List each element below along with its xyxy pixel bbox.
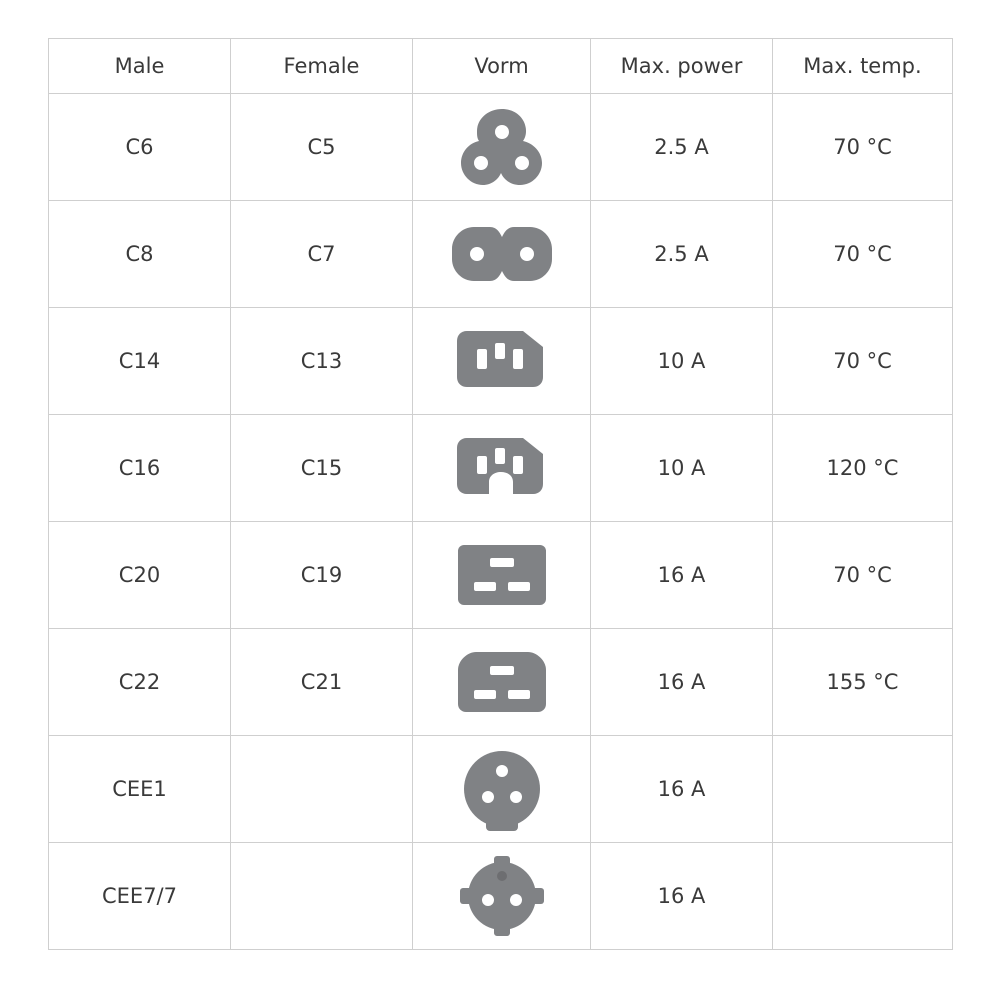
table-row [49,629,953,736]
cell-female [231,843,413,950]
cell-male: C14 [49,308,231,415]
cell-max-power: 16 A [591,843,773,950]
cell-shape [413,736,591,843]
cell-max-power: 2.5 A [591,94,773,201]
c7-figure-eight-icon [444,221,560,287]
c13-three-pin-hex-icon [447,325,557,397]
cell-max-temp: 120 °C [773,415,953,522]
c15-three-pin-notched-icon [447,432,557,504]
table-row [49,522,953,629]
table-header [49,39,953,94]
cell-max-temp: 155 °C [773,629,953,736]
table-row [49,201,953,308]
table-row [49,843,953,950]
cell-max-power: 16 A [591,629,773,736]
connector-spec-table [48,38,953,950]
cell-max-temp: 70 °C [773,201,953,308]
table-header-row [49,39,953,94]
table-body [49,94,953,950]
cell-male: CEE7/7 [49,843,231,950]
cell-male: C22 [49,629,231,736]
column-header-max-power: Max. power [591,39,773,94]
column-header-max-temp: Max. temp. [773,39,953,94]
cell-shape [413,308,591,415]
cell-max-temp: 70 °C [773,522,953,629]
cell-female [231,736,413,843]
table-row [49,308,953,415]
cell-female: C7 [231,201,413,308]
cee1-round-three-pin-icon [456,745,548,833]
cell-shape [413,522,591,629]
cell-male: CEE1 [49,736,231,843]
cell-max-temp: 70 °C [773,94,953,201]
cell-max-power: 2.5 A [591,201,773,308]
c5-clover-three-pin-icon [448,105,556,189]
cell-max-power: 16 A [591,522,773,629]
cell-shape [413,629,591,736]
table-row [49,94,953,201]
cell-shape [413,843,591,950]
cee7-7-schuko-icon [456,852,548,940]
cell-female: C13 [231,308,413,415]
column-header-male: Male [49,39,231,94]
cell-female: C19 [231,522,413,629]
cell-male: C8 [49,201,231,308]
cell-max-temp [773,843,953,950]
cell-shape [413,201,591,308]
cell-max-power: 10 A [591,415,773,522]
cell-female: C21 [231,629,413,736]
cell-max-power: 16 A [591,736,773,843]
cell-max-temp [773,736,953,843]
column-header-vorm: Vorm [413,39,591,94]
c19-rect-three-slot-icon [450,537,554,613]
cell-male: C16 [49,415,231,522]
cell-male: C6 [49,94,231,201]
cell-max-temp: 70 °C [773,308,953,415]
cell-male: C20 [49,522,231,629]
cell-shape [413,94,591,201]
cell-female: C5 [231,94,413,201]
cell-shape [413,415,591,522]
cell-female: C15 [231,415,413,522]
column-header-female: Female [231,39,413,94]
table-row [49,736,953,843]
cell-max-power: 10 A [591,308,773,415]
table-row [49,415,953,522]
c21-hex-three-slot-icon [450,644,554,720]
